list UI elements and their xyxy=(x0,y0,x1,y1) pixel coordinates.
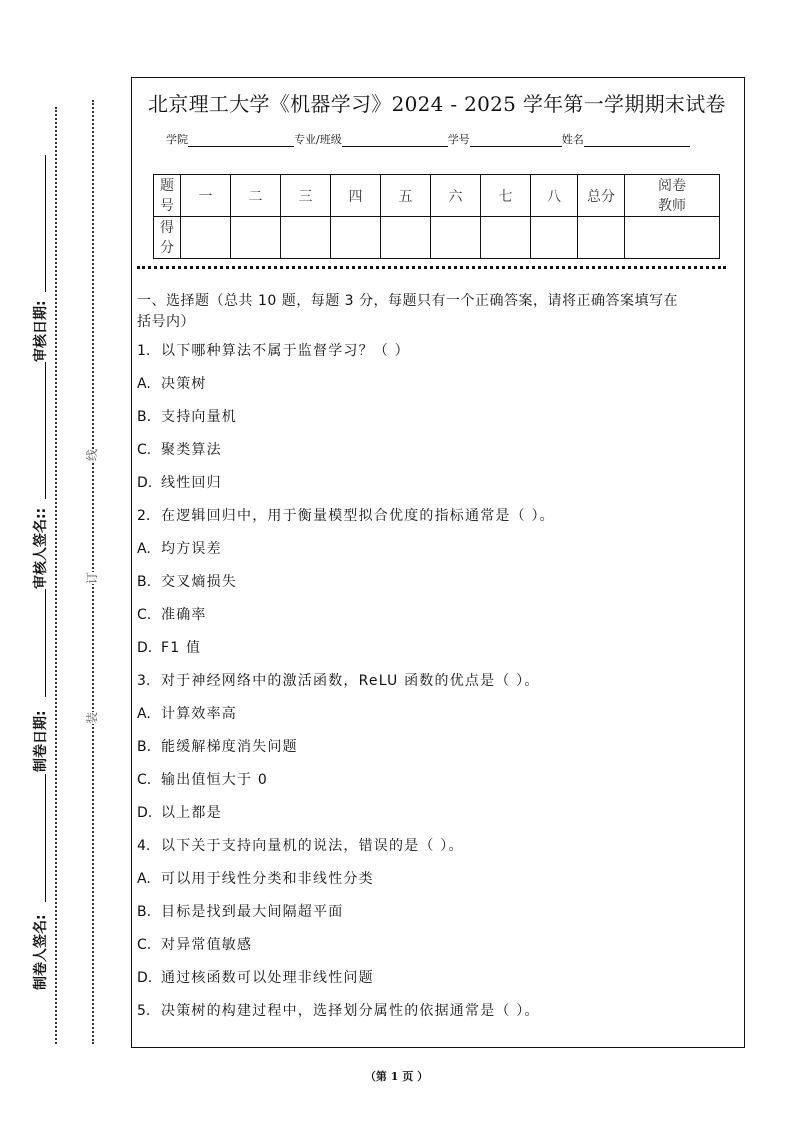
prepare-date-label: 制卷日期: xyxy=(33,710,49,772)
question-number: 2. xyxy=(137,508,151,524)
question-text: 对于神经网络中的激活函数，ReLU 函数的优点是（ ）。 xyxy=(161,673,540,689)
reviewer-header xyxy=(625,175,720,217)
option-text: 支持向量机 xyxy=(161,409,237,425)
reviewer-header-bottom: 教师 xyxy=(658,197,686,214)
major-class-field[interactable] xyxy=(342,134,448,147)
option-letter: A. xyxy=(137,706,151,722)
binding-char-line: 线 xyxy=(85,448,100,462)
option-item xyxy=(137,572,737,605)
binding-dotted-line-inner xyxy=(55,107,57,1044)
score-cell[interactable] xyxy=(531,217,578,259)
option-text: 输出值恒大于 0 xyxy=(161,772,268,788)
college-label: 学院 xyxy=(166,133,188,146)
option-item xyxy=(137,770,737,803)
question-number: 5. xyxy=(137,1003,151,1019)
name-field[interactable] xyxy=(584,134,690,147)
student-info-row xyxy=(166,131,690,147)
option-item xyxy=(137,869,737,902)
score-cell[interactable] xyxy=(281,217,331,259)
question-number: 4. xyxy=(137,838,151,854)
option-letter: D. xyxy=(137,475,153,491)
section-heading-line1: 一、选择题（总共 10 题，每题 3 分，每题只有一个正确答案，请将正确答案填写在 xyxy=(137,293,679,309)
total-score-cell[interactable] xyxy=(578,217,625,259)
signature-line xyxy=(45,589,46,697)
option-text: 准确率 xyxy=(161,607,207,623)
option-letter: C. xyxy=(137,442,152,458)
option-letter: B. xyxy=(137,904,152,920)
total-score-header: 总分 xyxy=(578,175,625,217)
option-item xyxy=(137,803,737,836)
score-row-header-top: 得 xyxy=(160,219,174,236)
option-letter: D. xyxy=(137,805,153,821)
option-text: F1 值 xyxy=(161,640,202,656)
section-heading-line2: 括号内） xyxy=(137,314,195,330)
score-cell[interactable] xyxy=(381,217,431,259)
option-letter: B. xyxy=(137,739,152,755)
option-text: 通过核函数可以处理非线性问题 xyxy=(161,970,374,986)
option-item xyxy=(137,473,737,506)
question-stem xyxy=(137,341,737,374)
score-table-header-row xyxy=(154,175,720,217)
preparer-signature-label: 制卷人签名: xyxy=(33,914,49,990)
option-text: 对异常值敏感 xyxy=(161,937,253,953)
column-header: 二 xyxy=(231,175,281,217)
option-item xyxy=(137,902,737,935)
college-field[interactable] xyxy=(188,134,294,147)
option-item xyxy=(137,935,737,968)
option-item xyxy=(137,704,737,737)
option-item xyxy=(137,440,737,473)
reviewer-header-top: 阅卷 xyxy=(658,177,686,194)
option-letter: C. xyxy=(137,607,152,623)
option-item xyxy=(137,737,737,770)
question-number: 3. xyxy=(137,673,151,689)
question-text: 决策树的构建过程中，选择划分属性的依据通常是（ ）。 xyxy=(161,1003,540,1019)
question-text: 以下哪种算法不属于监督学习？（ ） xyxy=(161,343,410,359)
option-letter: B. xyxy=(137,409,152,425)
score-cell[interactable] xyxy=(181,217,231,259)
question-number: 1. xyxy=(137,343,151,359)
column-header: 七 xyxy=(481,175,531,217)
option-item xyxy=(137,605,737,638)
option-text: 交叉熵损失 xyxy=(161,574,237,590)
question-number-header-top: 题 xyxy=(160,177,174,194)
option-letter: C. xyxy=(137,937,152,953)
question-stem xyxy=(137,836,737,869)
question-stem xyxy=(137,1001,737,1034)
option-text: 均方误差 xyxy=(161,541,222,557)
binding-char-staple: 订 xyxy=(85,571,100,585)
option-text: 决策树 xyxy=(161,376,207,392)
column-header: 四 xyxy=(331,175,381,217)
column-header: 五 xyxy=(381,175,431,217)
exam-title: 北京理工大学《机器学习》2024 - 2025 学年第一学期期末试卷 xyxy=(148,92,726,116)
option-text: 聚类算法 xyxy=(161,442,222,458)
score-cell[interactable] xyxy=(231,217,281,259)
option-item xyxy=(137,539,737,572)
option-letter: B. xyxy=(137,574,152,590)
review-date-label: 审核日期: xyxy=(33,300,49,362)
option-letter: C. xyxy=(137,772,152,788)
question-number-header-bottom: 号 xyxy=(160,197,174,214)
student-id-field[interactable] xyxy=(470,134,562,147)
name-label: 姓名 xyxy=(561,133,584,146)
option-item xyxy=(137,374,737,407)
option-letter: A. xyxy=(137,871,151,887)
page-number: （第 1 页 ） xyxy=(364,1070,429,1083)
score-cell[interactable] xyxy=(481,217,531,259)
major-class-label: 专业/班级 xyxy=(294,133,342,146)
column-header: 六 xyxy=(431,175,481,217)
dotted-separator xyxy=(137,266,726,269)
score-cell[interactable] xyxy=(431,217,481,259)
column-header: 三 xyxy=(281,175,331,217)
score-table xyxy=(153,174,720,259)
option-letter: D. xyxy=(137,970,153,986)
section-heading xyxy=(137,291,737,333)
score-row-header xyxy=(154,217,181,259)
signature-line xyxy=(45,362,46,499)
option-text: 计算效率高 xyxy=(161,706,237,722)
option-item xyxy=(137,407,737,440)
column-header: 八 xyxy=(531,175,578,217)
section-multiple-choice xyxy=(137,291,737,1034)
option-text: 线性回归 xyxy=(161,475,222,491)
question-number-header xyxy=(154,175,181,217)
option-text: 目标是找到最大间隔超平面 xyxy=(161,904,344,920)
student-id-label: 学号 xyxy=(447,133,470,146)
reviewer-signature-label: 审核人签名:: xyxy=(33,507,49,589)
question-stem xyxy=(137,671,737,704)
signature-line xyxy=(45,774,46,902)
option-letter: D. xyxy=(137,640,153,656)
question-stem xyxy=(137,506,737,539)
question-text: 在逻辑回归中，用于衡量模型拟合优度的指标通常是（ ）。 xyxy=(161,508,555,524)
option-text: 可以用于线性分类和非线性分类 xyxy=(161,871,374,887)
reviewer-cell[interactable] xyxy=(625,217,720,259)
score-cell[interactable] xyxy=(331,217,381,259)
question-text: 以下关于支持向量机的说法，错误的是（ ）。 xyxy=(161,838,464,854)
column-header: 一 xyxy=(181,175,231,217)
score-row-header-bottom: 分 xyxy=(160,239,174,256)
option-letter: A. xyxy=(137,541,151,557)
score-table-score-row xyxy=(154,217,720,259)
exam-paper xyxy=(131,77,745,1048)
option-text: 以上都是 xyxy=(161,805,222,821)
option-text: 能缓解梯度消失问题 xyxy=(161,739,298,755)
option-item xyxy=(137,968,737,1001)
option-letter: A. xyxy=(137,376,151,392)
signature-line xyxy=(45,155,46,292)
option-item xyxy=(137,638,737,671)
binding-char-bind: 装 xyxy=(85,711,100,725)
